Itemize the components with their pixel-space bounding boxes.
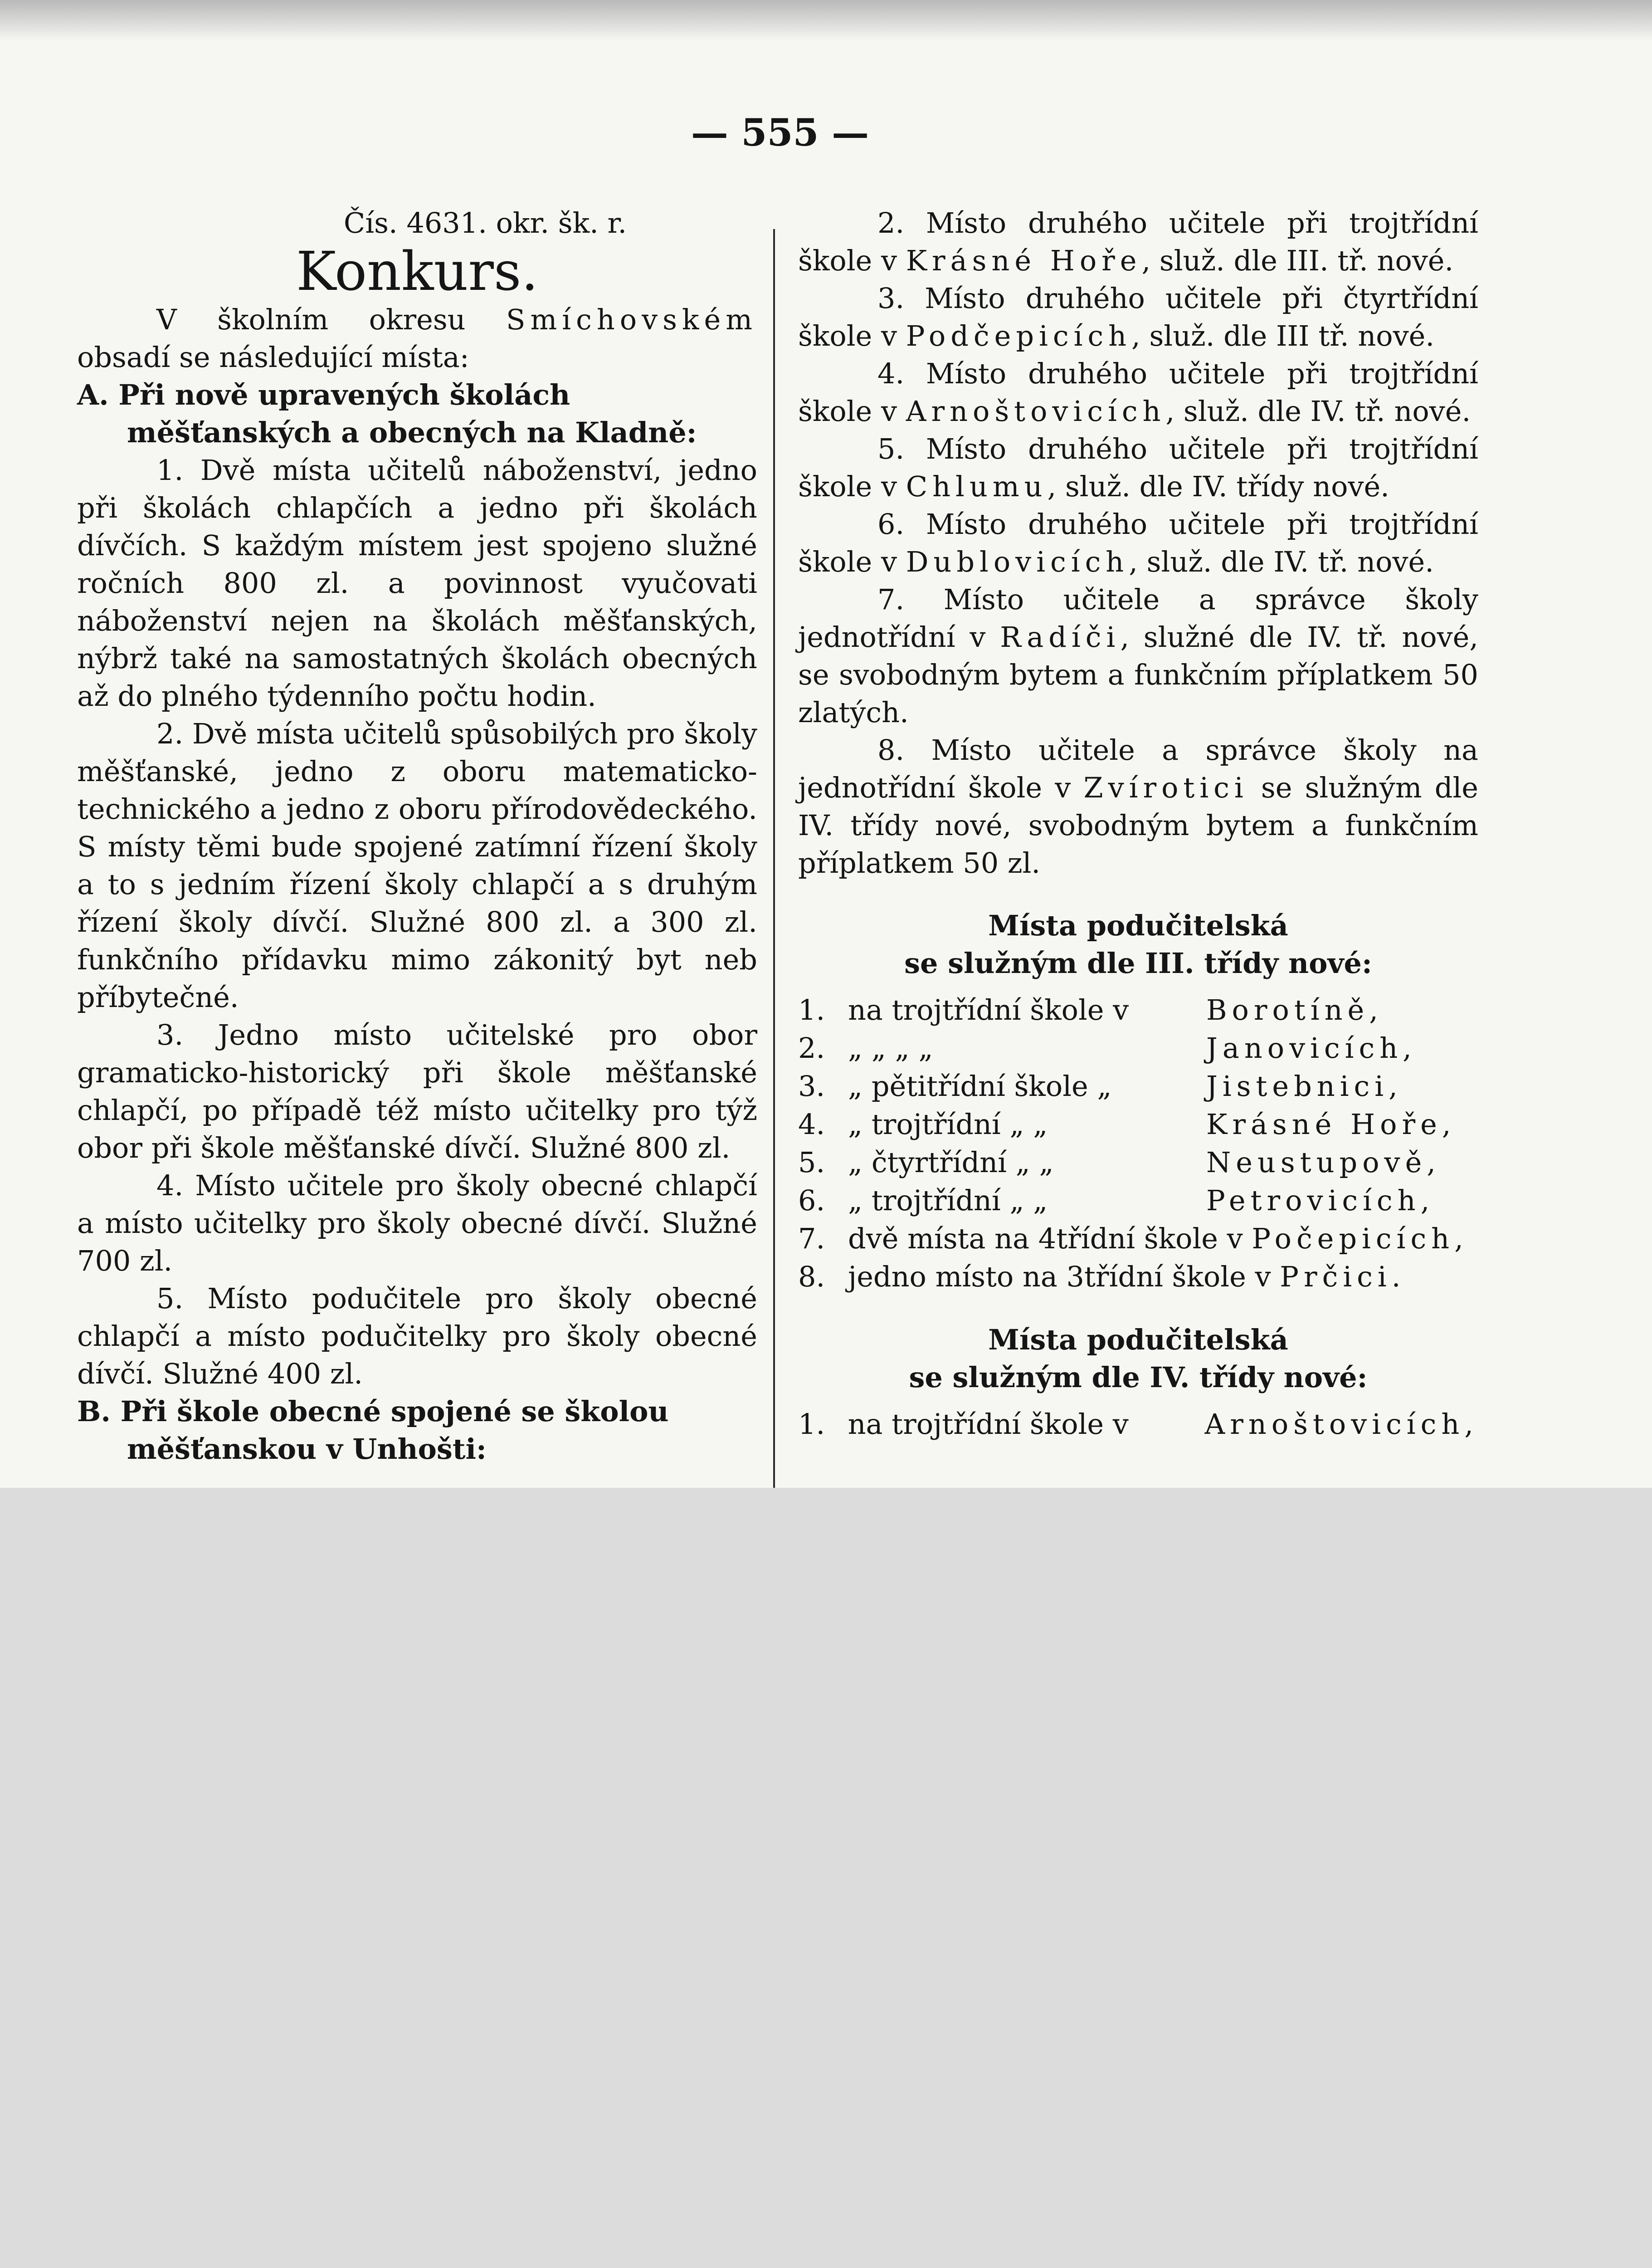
spacer <box>798 982 1478 991</box>
place-name: Podčepicích <box>906 319 1132 352</box>
list-number: 5. <box>798 1146 825 1179</box>
place-name: Chlumu <box>906 470 1048 503</box>
left-item-5: 5. Místo podučitele pro školy obecné chlapčí a místo podučitelky pro školy obecné dívčí. Služné 400 zl. <box>77 1282 757 1390</box>
reference-number: Čís. 4631. okr. šk. r. <box>343 206 627 240</box>
intro-text-end: obsadí se následující místa: <box>77 341 469 374</box>
item-text-end: , služ. dle IV. tř. nové. <box>1129 545 1434 578</box>
place-name: Neustupově, <box>1206 1146 1441 1179</box>
item-text-end: , služ. dle III. tř. nové. <box>1141 244 1454 277</box>
place-name: Dublovicích <box>906 545 1129 578</box>
section-a-heading: A. Při nově upravených školách měšťanských a obecných na Kladně: <box>77 378 697 449</box>
section-b-heading: B. Při škole obecné spojené se školou měšťanskou v Unhošti: <box>77 1395 669 1466</box>
list-text: „ čtyrtřídní „ „ <box>848 1146 1054 1179</box>
intro-text: V školním okresu <box>156 303 466 336</box>
left-column <box>77 204 757 1468</box>
page-edge-shadow <box>0 0 1652 41</box>
right-column <box>798 204 1478 1443</box>
list-text: na trojtřídní škole v <box>848 993 1129 1026</box>
place-name: Krásné Hoře, <box>1206 1108 1456 1141</box>
list-item <box>798 1258 1478 1296</box>
right-item-5 <box>798 430 1478 505</box>
list-item <box>798 1105 1478 1144</box>
place-name: Borotíně, <box>1206 993 1383 1026</box>
spacer <box>798 882 1478 907</box>
district-name: Smíchovském <box>506 303 757 336</box>
column-divider <box>773 229 775 1488</box>
place-name: Krásné Hoře <box>906 244 1142 277</box>
item-text-end: , služ. dle III tř. nové. <box>1131 319 1435 352</box>
place-name: Arnoštovicích <box>906 395 1166 428</box>
list-item <box>798 1144 1478 1182</box>
group2-subheading: se služným dle IV. třídy nové: <box>909 1361 1368 1394</box>
list-text: „ pětitřídní škole „ <box>848 1070 1112 1103</box>
item-text: 2. Místo druhého učitele při trojtřídní škole v <box>798 206 1478 277</box>
list-number: 8. <box>798 1260 825 1293</box>
left-item-4: 4. Místo učitele pro školy obecné chlapčí a místo učitelky pro školy obecné dívčí. Služné 700 zl. <box>77 1169 757 1277</box>
list-text: jedno místo na 3třídní škole v <box>848 1260 1271 1293</box>
intro-paragraph <box>77 301 757 376</box>
list-text: „ trojtřídní „ „ <box>848 1108 1048 1141</box>
place-name: Počepicích, <box>1252 1222 1468 1255</box>
group2-heading: Místa podučitelská <box>988 1323 1288 1356</box>
list-number: 7. <box>798 1222 825 1255</box>
place-name: Arnoštovicích, <box>1204 1408 1478 1441</box>
list-number: 1. <box>798 1408 825 1441</box>
item-text-end: , služ. dle IV. tř. nové. <box>1165 395 1471 428</box>
group1-heading: Místa podučitelská <box>988 909 1288 942</box>
list-text: „ trojtřídní „ „ <box>848 1184 1048 1217</box>
place-name: Radíči <box>1000 621 1121 654</box>
right-item-2 <box>798 204 1478 279</box>
list-number: 6. <box>798 1184 825 1217</box>
item-text: 8. Místo učitele a správce školy na jednotřídní škole v <box>798 733 1478 804</box>
place-name: Janovicích, <box>1206 1031 1417 1065</box>
group2-list <box>798 1405 1478 1443</box>
spacer <box>798 1396 1478 1405</box>
left-item-3: 3. Jedno místo učitelské pro obor gramaticko-historický při škole měšťanské chlapčí, po případě též místo učitelky pro týž obor při škole měšťanské dívčí. Služné 800 zl. <box>77 1018 757 1164</box>
list-item <box>798 1029 1478 1067</box>
right-item-7 <box>798 581 1478 731</box>
right-item-8 <box>798 731 1478 882</box>
list-number: 2. <box>798 1031 825 1065</box>
list-item <box>798 1182 1478 1220</box>
right-item-4 <box>798 355 1478 430</box>
item-text: 7. Místo učitele a správce školy jednotřídní v <box>798 583 1478 654</box>
page-number: — 555 — <box>691 111 869 155</box>
place-name: Jistebnici, <box>1206 1070 1403 1103</box>
item-text-end: , služné dle IV. tř. nové, se svobodným bytem a funkčním příplatkem 50 zlatých. <box>798 621 1478 729</box>
item-text-end: , služ. dle IV. třídy nové. <box>1047 470 1389 503</box>
place-name: Petrovicích, <box>1206 1184 1435 1217</box>
list-number: 4. <box>798 1108 825 1141</box>
list-number: 3. <box>798 1070 825 1103</box>
list-item <box>798 1405 1478 1443</box>
item-text: 4. Místo druhého učitele při trojtřídní škole v <box>798 357 1478 428</box>
list-item <box>798 991 1478 1029</box>
place-name: Prčici. <box>1280 1260 1406 1293</box>
item-text: 3. Místo druhého učitele při čtyrtřídní škole v <box>798 282 1478 352</box>
group1-list <box>798 991 1478 1296</box>
list-number: 1. <box>798 993 825 1026</box>
left-item-2: 2. Dvě místa učitelů spůsobilých pro školy měšťanské, jedno z oboru matematicko-technického a jedno z oboru přírodovědeckého. S místy těmi bude spojené zatímní řízení školy a to s jedním řízení školy chlapčí a s druhým řízení školy dívčí. Služné 800 zl. a 300 zl. funkčního přídavku mimo zákonitý byt neb příbytečné. <box>77 717 757 1014</box>
right-item-3 <box>798 279 1478 355</box>
group1-subheading: se služným dle III. třídy nové: <box>904 947 1372 980</box>
spacer <box>798 1296 1478 1321</box>
page-title: Konkurs. <box>296 240 538 303</box>
right-item-6 <box>798 505 1478 581</box>
item-text: 5. Místo druhého učitele při trojtřídní škole v <box>798 432 1478 503</box>
place-name: Zvírotici <box>1083 771 1248 804</box>
item-text: 6. Místo druhého učitele při trojtřídní škole v <box>798 508 1478 578</box>
list-item <box>798 1067 1478 1105</box>
item-text-end: se služným dle IV. třídy nové, svobodným bytem a funkčním příplatkem 50 zl. <box>798 771 1478 880</box>
left-item-1: 1. Dvě místa učitelů náboženství, jedno při školách chlapčích a jedno při školách dívčích. S každým místem jest spojeno služné ročních 800 zl. a povinnost vyučovati náboženství nejen na školách měšťanských, nýbrž také na samostatných školách obecných až do plného týdenního počtu hodin. <box>77 454 757 713</box>
list-text: na trojtřídní škole v <box>848 1408 1129 1441</box>
list-text: dvě místa na 4třídní škole v <box>848 1222 1243 1255</box>
list-item <box>798 1220 1478 1258</box>
list-text: „ „ „ „ <box>848 1031 933 1065</box>
